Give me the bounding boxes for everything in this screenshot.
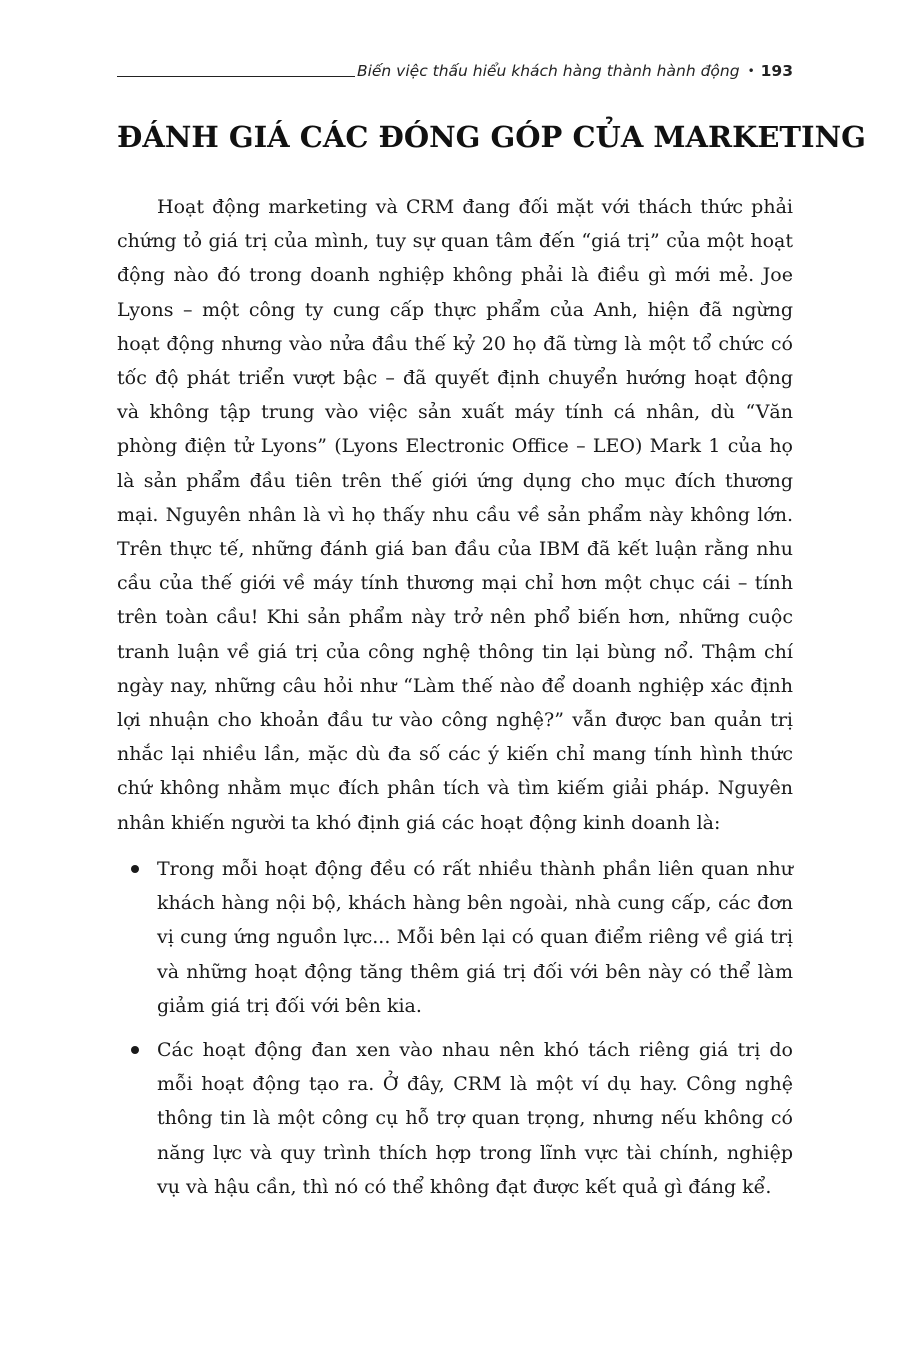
chapter-title: Biến việc thấu hiểu khách hàng thành hành động (356, 62, 740, 80)
list-item-text: Các hoạt động đan xen vào nhau nên khó tách riêng giá trị do mỗi hoạt động tạo ra. Ở đây, CRM là một ví dụ hay. Công nghệ thông tin là một công cụ hỗ trợ quan trọng, nhưng nếu không có năng lực và quy trình thích hợp trong lĩnh vực tài chính, nghiệp vụ và hậu cần, thì nó có thể không đạt được kết quả gì đáng kể. (157, 1039, 793, 1198)
body-paragraph: Hoạt động marketing và CRM đang đối mặt với thách thức phải chứng tỏ giá trị của mình, tuy sự quan tâm đến “giá trị” của một hoạt động nào đó trong doanh nghiệp không phải là điều gì mới mẻ. Joe Lyons – một công ty cung cấp thực phẩm của Anh, hiện đã ngừng hoạt động nhưng vào nửa đầu thế kỷ 20 họ đã từng là một tổ chức có tốc độ phát triển vượt bậc – đã quyết định chuyển hướng hoạt động và không tập trung vào việc sản xuất máy tính cá nhân, dù “Văn phòng điện tử Lyons” (Lyons Electronic Office – LEO) Mark 1 của họ là sản phẩm đầu tiên trên thế giới ứng dụng cho mục đích thương mại. Nguyên nhân là vì họ thấy nhu cầu về sản phẩm này không lớn. Trên thực tế, những đánh giá ban đầu của IBM đã kết luận rằng nhu cầu của thế giới về máy tính thương mại chỉ hơn một chục cái – tính trên toàn cầu! Khi sản phẩm này trở nên phổ biến hơn, những cuộc tranh luận về giá trị của công nghệ thông tin lại bùng nổ. Thậm chí ngày nay, những câu hỏi như “Làm thế nào để doanh nghiệp xác định lợi nhuận cho khoản đầu tư vào công nghệ?” vẫn được ban quản trị nhắc lại nhiều lần, mặc dù đa số các ý kiến chỉ mang tính hình thức chứ không nhằm mục đích phân tích và tìm kiếm giải pháp. Nguyên nhân khiến người ta khó định giá các hoạt động kinh doanh là: (117, 196, 793, 834)
header-text (357, 62, 793, 80)
header-rule (117, 76, 355, 77)
list-item (117, 1033, 793, 1204)
bullet-icon (131, 1046, 139, 1054)
running-header (117, 62, 793, 86)
page-number: 193 (760, 62, 793, 80)
section-title: ĐÁNH GIÁ CÁC ĐÓNG GÓP CỦA MARKETING (117, 120, 866, 154)
bullet-list (117, 852, 793, 1204)
list-item (117, 852, 793, 1023)
header-bullet: • (747, 64, 755, 78)
list-item-text: Trong mỗi hoạt động đều có rất nhiều thành phần liên quan như khách hàng nội bộ, khách hàng bên ngoài, nhà cung cấp, các đơn vị cung ứng nguồn lực... Mỗi bên lại có quan điểm riêng về giá trị và những hoạt động tăng thêm giá trị đối với bên này có thể làm giảm giá trị đối với bên kia. (157, 858, 793, 1017)
bullet-icon (131, 865, 139, 873)
